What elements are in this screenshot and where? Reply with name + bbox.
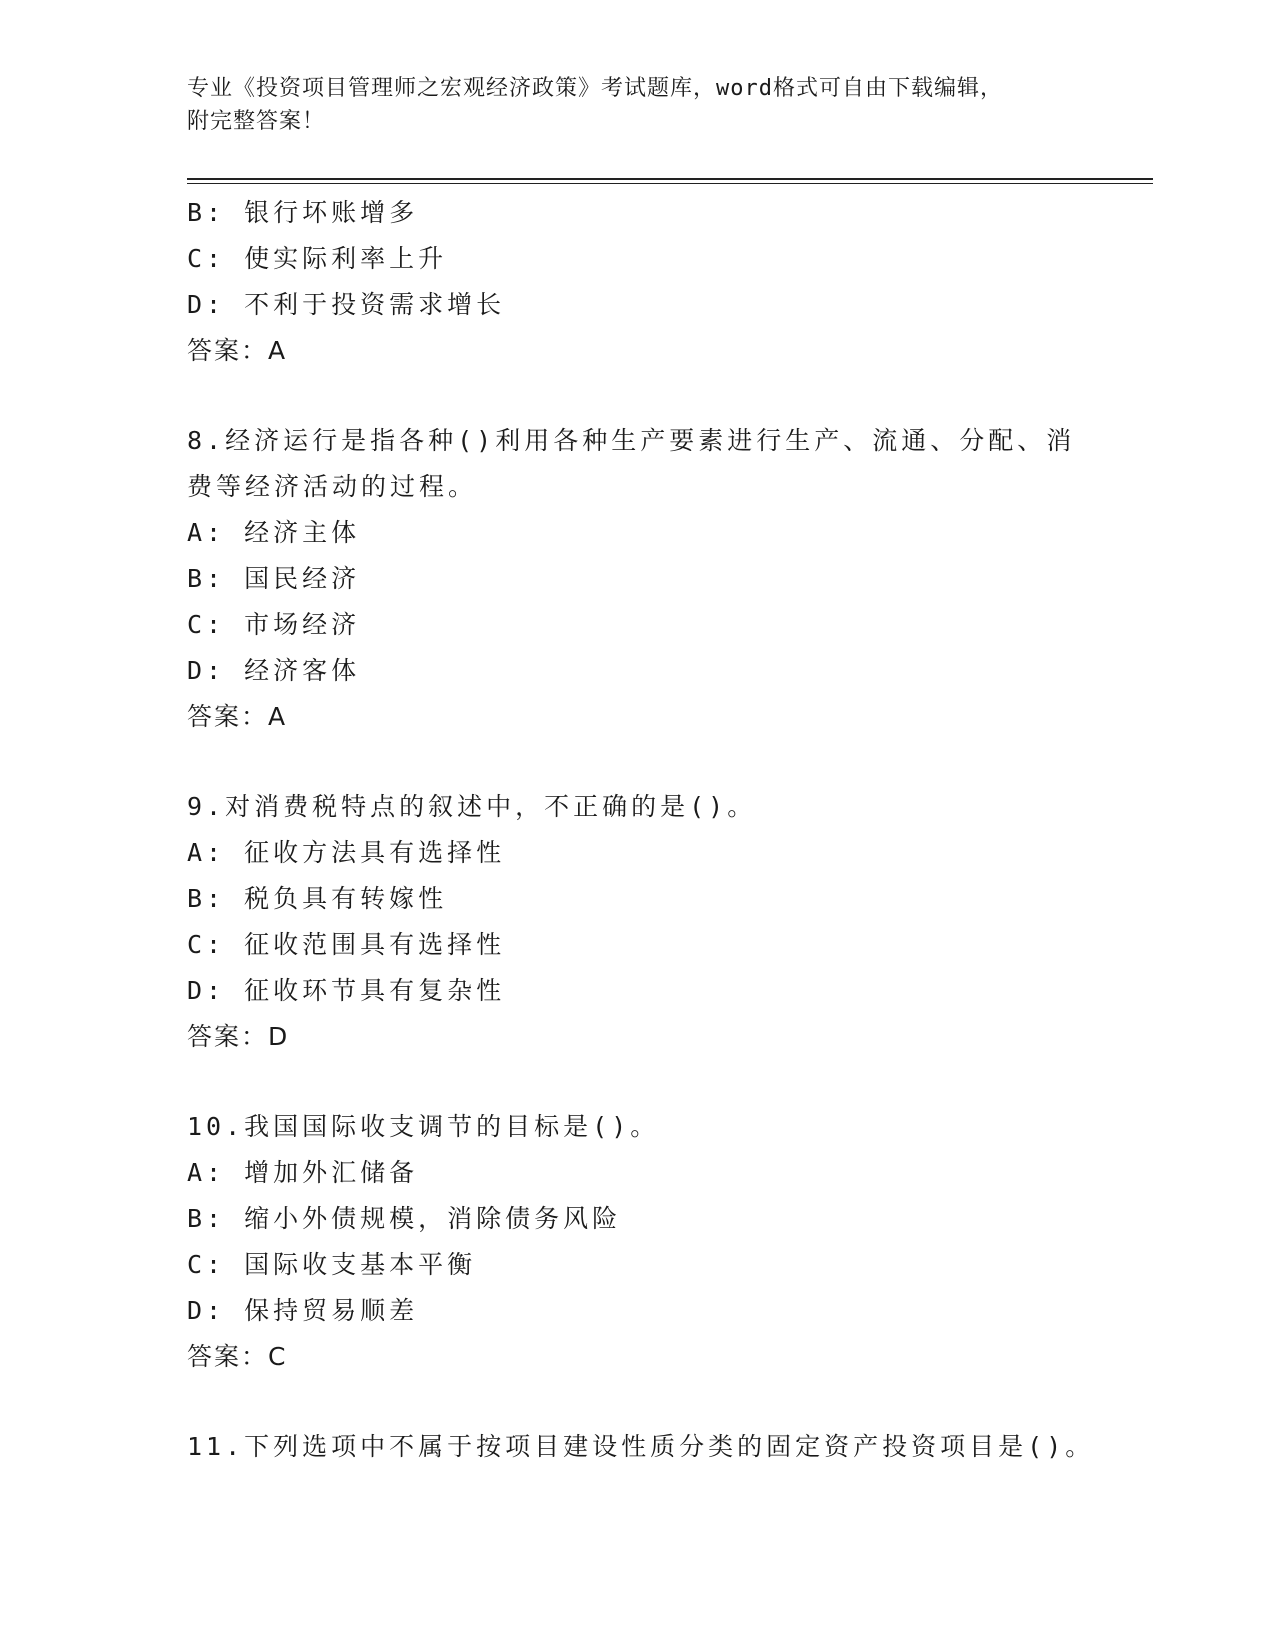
question-text: 9.对消费税特点的叙述中，不正确的是()。 [187,792,757,821]
option-c: C: 国际收支基本平衡 [187,1250,477,1279]
option-c: C: 使实际利率上升 [187,244,448,273]
question-11 [187,1424,1095,1470]
answer: 答案：A [187,336,288,365]
option-d: D: 征收环节具有复杂性 [187,976,506,1005]
option-b: B: 国民经济 [187,564,361,593]
header-line-1: 专业《投资项目管理师之宏观经济政策》考试题库，word格式可自由下载编辑， [187,76,1003,101]
option-b: B: 税负具有转嫁性 [187,884,448,913]
question-text: 10.我国国际收支调节的目标是()。 [187,1112,660,1141]
question-7-continued [187,190,1087,374]
question-text-line-1: 8.经济运行是指各种()利用各种生产要素进行生产、流通、分配、消 [187,426,1076,455]
question-text-line-2: 费等经济活动的过程。 [187,472,478,501]
answer: 答案：C [187,1342,288,1371]
option-c: C: 市场经济 [187,610,361,639]
question-8 [187,418,1087,740]
option-d: D: 经济客体 [187,656,361,685]
question-9 [187,784,1087,1060]
header-rule-top [187,178,1153,180]
question-10 [187,1104,1087,1380]
option-d: D: 不利于投资需求增长 [187,290,506,319]
document-header [187,72,1087,138]
header-rule-bottom [187,183,1153,184]
option-b: B: 银行坏账增多 [187,198,419,227]
option-a: A: 征收方法具有选择性 [187,838,506,867]
option-a: A: 经济主体 [187,518,361,547]
answer: 答案：A [187,702,288,731]
option-b: B: 缩小外债规模，消除债务风险 [187,1204,622,1233]
header-line-2: 附完整答案！ [187,109,326,134]
question-text: 11.下列选项中不属于按项目建设性质分类的固定资产投资项目是()。 [187,1432,1095,1461]
option-a: A: 增加外汇储备 [187,1158,419,1187]
answer: 答案：D [187,1022,290,1051]
option-d: D: 保持贸易顺差 [187,1296,419,1325]
option-c: C: 征收范围具有选择性 [187,930,506,959]
question-list [187,190,1095,1470]
